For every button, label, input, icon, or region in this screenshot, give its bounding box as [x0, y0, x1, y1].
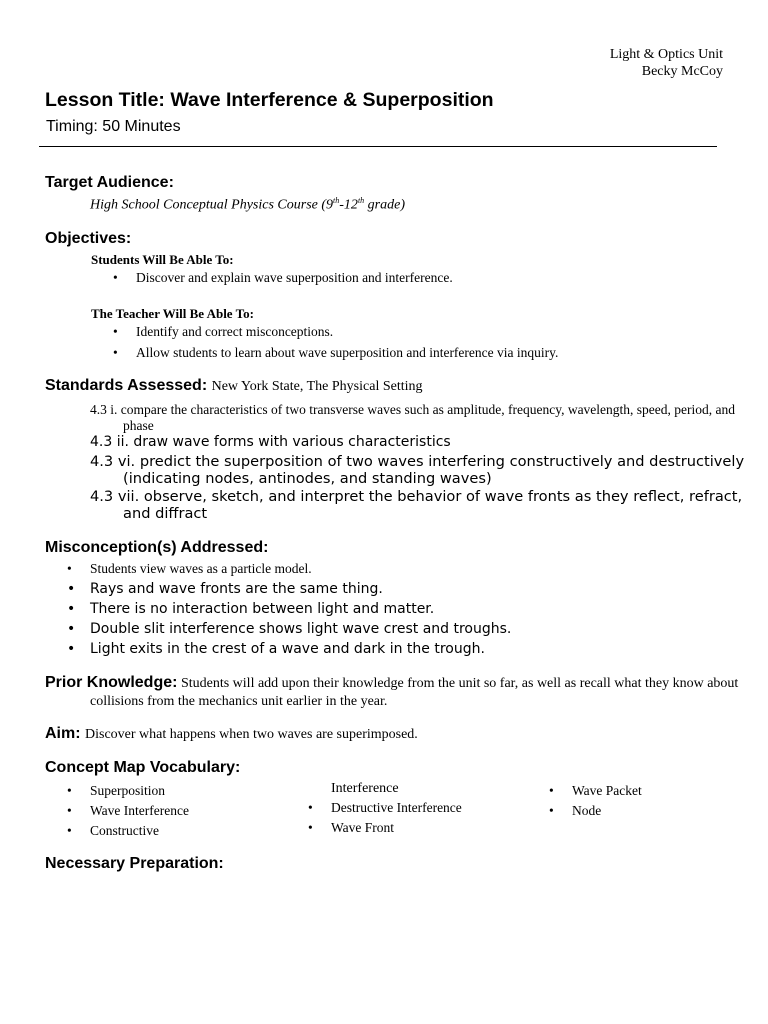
list-item: • Node: [527, 803, 642, 823]
misconceptions-heading: Misconception(s) Addressed:: [45, 539, 269, 556]
lesson-timing: Timing: 50 Minutes: [46, 118, 181, 135]
list-item: • Rays and wave fronts are the same thing.: [45, 581, 511, 601]
list-item: • There is no interaction between light and matter.: [45, 601, 511, 621]
unit-name: Light & Optics Unit: [609, 47, 723, 62]
header-divider: [39, 146, 717, 147]
students-list: [91, 270, 453, 291]
prior-knowledge: [45, 674, 768, 711]
vocabulary-column-2: [286, 800, 462, 840]
preparation-heading: Necessary Preparation:: [45, 855, 224, 872]
aim: [45, 725, 418, 743]
standard-item: 4.3 vi. predict the superposition of two waves interfering constructively and destructively (indicating nodes, antinodes, and standing waves): [90, 453, 745, 487]
standard-item: 4.3 i. compare the characteristics of two transverse waves such as amplitude, frequency, wavelength, speed, period, and phase: [90, 402, 736, 433]
list-item: • Students view waves as a particle model.: [45, 561, 511, 581]
list-item: • Double slit interference shows light wave crest and troughs.: [45, 621, 511, 641]
aim-heading: Aim:: [45, 725, 81, 742]
standards-source: New York State, The Physical Setting: [211, 379, 423, 394]
list-item: • Destructive Interference: [286, 800, 462, 820]
target-audience-text: High School Conceptual Physics Course (9th-12th grade): [90, 196, 405, 213]
list-item: • Wave Front: [286, 820, 462, 840]
standards-heading: Standards Assessed: New York State, The Physical Setting: [45, 377, 423, 394]
list-item: • Wave Interference: [45, 803, 189, 823]
prior-knowledge-text: Students will add upon their knowledge from the unit so far, as well as recall what they know about collisions from the mechanics unit earlier in the year.: [90, 676, 739, 709]
vocabulary-heading: Concept Map Vocabulary:: [45, 759, 241, 776]
aim-text: Discover what happens when two waves are superimposed.: [85, 727, 418, 742]
vocabulary-column-3: [527, 783, 642, 823]
target-audience-heading: Target Audience:: [45, 174, 174, 191]
vocabulary-column-2-label: Interference: [331, 781, 399, 796]
standard-item: 4.3 ii. draw wave forms with various characteristics: [90, 434, 451, 450]
objectives-heading: Objectives:: [45, 230, 132, 247]
prior-knowledge-heading: Prior Knowledge:: [45, 674, 178, 691]
list-item: • Wave Packet: [527, 783, 642, 803]
author-name: Becky McCoy: [641, 64, 723, 79]
list-item: • Constructive: [45, 823, 189, 843]
lesson-title: Lesson Title: Wave Interference & Superposition: [45, 89, 494, 111]
misconceptions-list: [45, 561, 511, 661]
list-item: • Light exits in the crest of a wave and dark in the trough.: [45, 641, 511, 661]
page-header: [610, 46, 723, 80]
teacher-heading: The Teacher Will Be Able To:: [91, 306, 254, 321]
list-item: • Identify and correct misconceptions.: [91, 324, 558, 345]
standard-item: 4.3 vii. observe, sketch, and interpret the behavior of wave fronts as they reflect, refract, and diffract: [90, 488, 743, 522]
list-item: • Superposition: [45, 783, 189, 803]
list-item: • Allow students to learn about wave superposition and interference via inquiry.: [91, 345, 558, 366]
list-item: • Discover and explain wave superposition and interference.: [91, 270, 453, 291]
vocabulary-column-1: [45, 783, 189, 843]
teacher-list: [91, 324, 558, 366]
students-heading: Students Will Be Able To:: [91, 252, 234, 267]
